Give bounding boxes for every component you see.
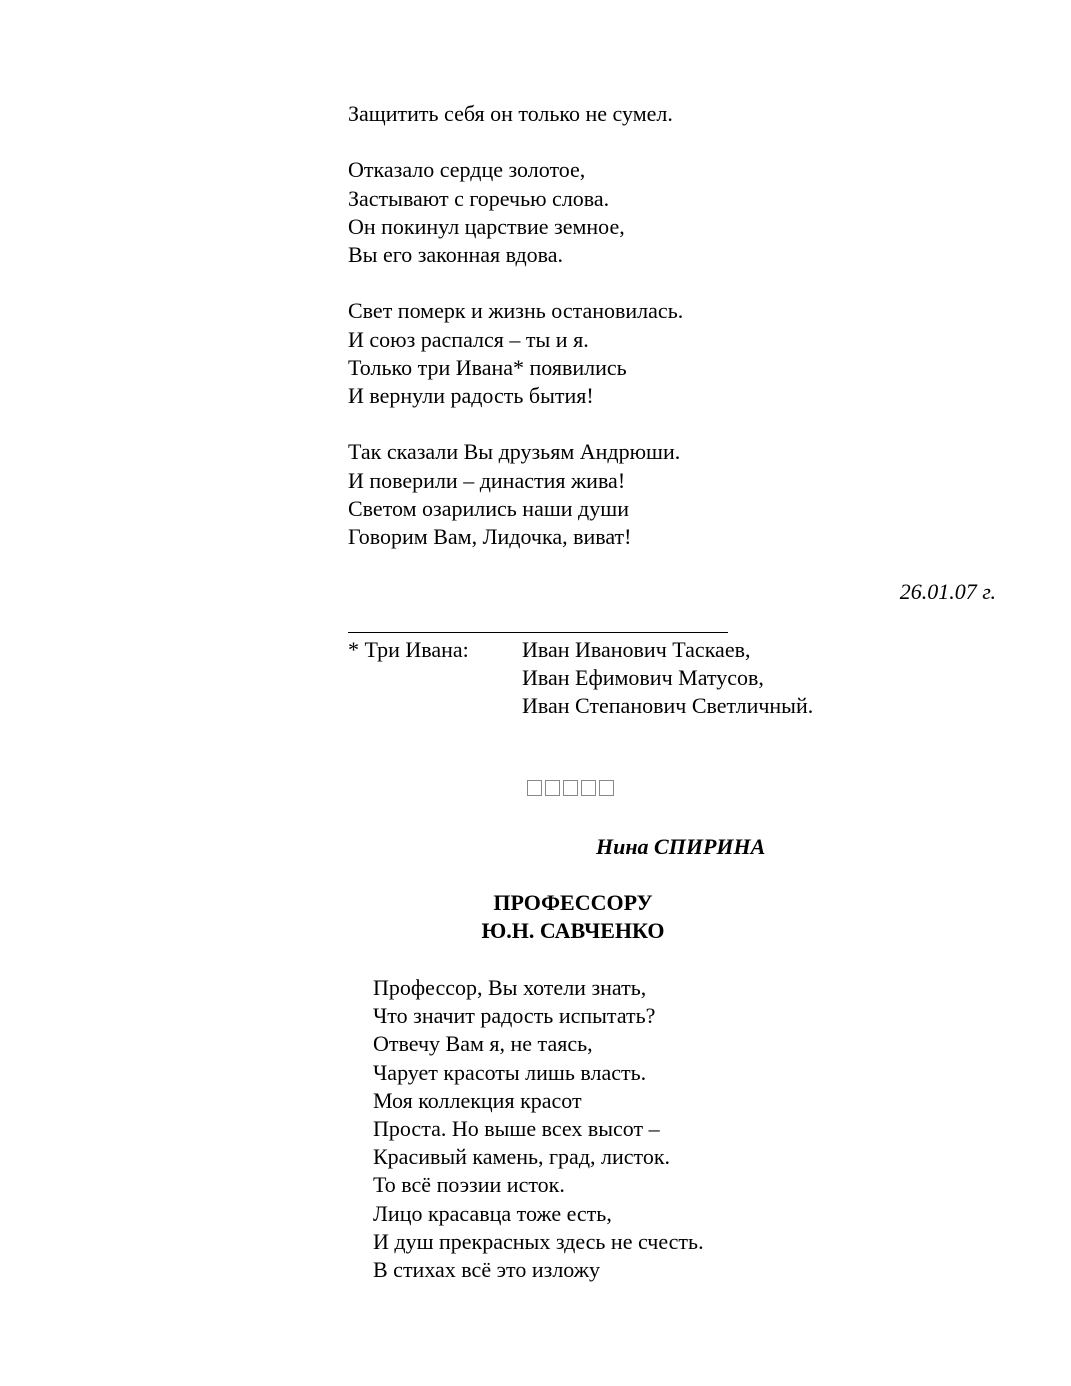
stanza: [348, 100, 683, 128]
separator-box-icon: [563, 780, 578, 796]
poem-line: Отвечу Вам я, не таясь,: [373, 1031, 593, 1057]
poem-line: То всё поэзии исток.: [373, 1172, 565, 1198]
poem-line: Моя коллекция красот: [373, 1087, 582, 1113]
footnote-name: Иван Иванович Таскаев,: [522, 637, 751, 662]
section-separator: [527, 780, 614, 796]
poem-body: [373, 974, 704, 1284]
poem-date: 26.01.07 г.: [899, 579, 996, 604]
footnote-names: [522, 636, 813, 721]
poem-line: В стихах всё это изложу: [373, 1257, 600, 1283]
footnote-divider: [348, 632, 728, 633]
poem-line: Светом озарились наши души: [348, 495, 629, 521]
poem-line: Профессор, Вы хотели знать,: [373, 975, 647, 1000]
separator-box-icon: [599, 780, 614, 796]
poem-line: Он покинул царствие земное,: [348, 213, 625, 239]
poem-line: Отказало сердце золотое,: [348, 157, 586, 183]
poem-title-line: Ю.Н. САВЧЕНКО: [481, 918, 665, 943]
stanza: [348, 156, 683, 269]
separator-box-icon: [545, 780, 560, 796]
stanza: [348, 438, 683, 551]
poem-line: Застывают с горечью слова.: [348, 185, 610, 211]
footnote-label: * Три Ивана:: [348, 637, 469, 662]
poem-line: Только три Ивана* появились: [348, 354, 627, 380]
author-name: Нина СПИРИНА: [596, 834, 766, 859]
separator-box-icon: [527, 780, 542, 796]
poem-line: Что значит радость испытать?: [373, 1003, 656, 1029]
poem-line: Проста. Но выше всех высот –: [373, 1116, 660, 1142]
poem-title-line: ПРОФЕССОРУ: [493, 890, 653, 915]
poem-line: И душ прекрасных здесь не счесть.: [373, 1228, 704, 1254]
poem-line: Говорим Вам, Лидочка, виват!: [348, 524, 632, 549]
poem-line: И союз распался – ты и я.: [348, 326, 589, 352]
poem-line: Чарует красоты лишь власть.: [373, 1059, 647, 1085]
poem-continuation: [348, 100, 683, 551]
stanza: [348, 297, 683, 410]
footnote-name: Иван Ефимович Матусов,: [522, 665, 764, 691]
footnote-name: Иван Степанович Светличный.: [522, 693, 814, 719]
poem-title: [373, 889, 773, 945]
poem-line: Лицо красавца тоже есть,: [373, 1200, 612, 1226]
poem-line: Так сказали Вы друзьям Андрюши.: [348, 439, 681, 465]
poem-line: Защитить себя он только не сумел.: [348, 101, 673, 126]
poem-line: Вы его законная вдова.: [348, 242, 564, 267]
separator-box-icon: [581, 780, 596, 796]
poem-line: И поверили – династия жива!: [348, 467, 626, 493]
poem-line: Свет померк и жизнь остановилась.: [348, 298, 684, 324]
poem-line: Красивый камень, град, листок.: [373, 1144, 671, 1170]
poem-line: И вернули радость бытия!: [348, 383, 594, 408]
